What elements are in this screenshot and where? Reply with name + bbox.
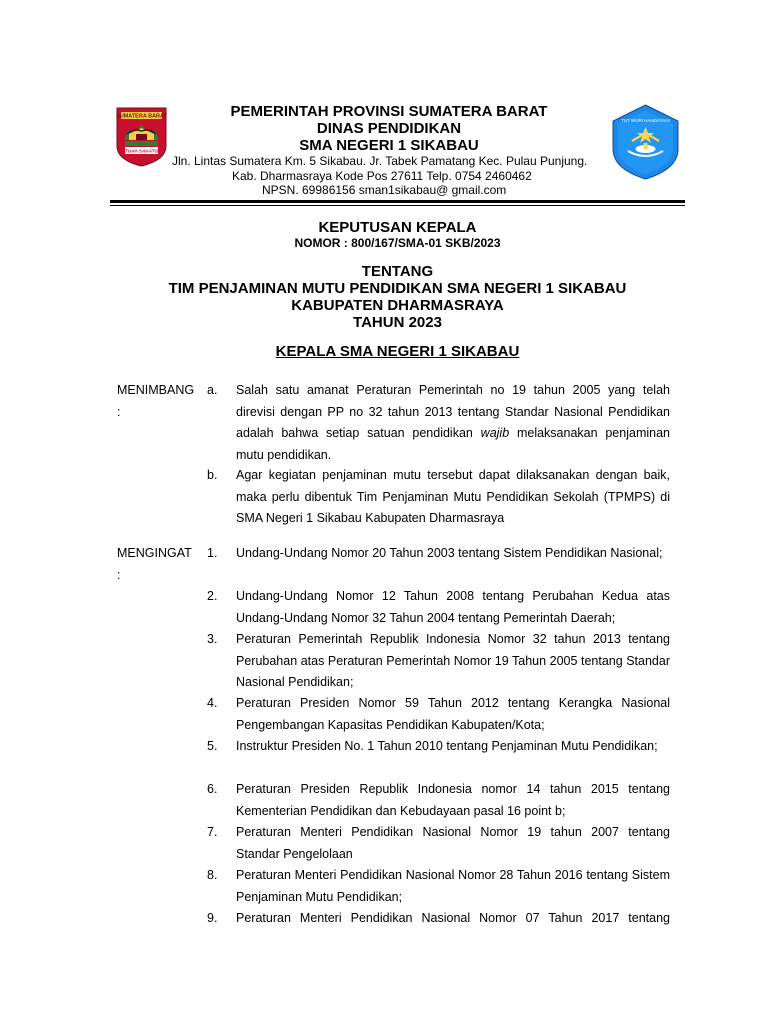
- list-marker: 2.: [207, 589, 218, 603]
- tut-wuri-handayani-logo: [610, 103, 681, 181]
- list-marker: 8.: [207, 868, 218, 882]
- menimbang-label: MENIMBANG :: [117, 383, 195, 419]
- list-item-text: Salah satu amanat Peraturan Pemerintah no 19 tahun 2005 yang telah direvisi dengan PP no 32 tahun 2013 tentang Standar Nasional Pendidikan adalah bahwa setiap satuan pendidikan wajib melaksanakan penjaminan mutu pendidikan.: [236, 383, 670, 462]
- mengingat-label: MENGINGAT :: [117, 546, 192, 582]
- letterhead-npsn-email: NPSN. 69986156 sman1sikabau@ gmail.com: [262, 183, 507, 197]
- letterhead-divider-thick: [110, 200, 685, 203]
- list-item-text: Peraturan Menteri Pendidikan Nasional Nomor 19 tahun 2007 tentang Standar Pengelolaan: [236, 825, 670, 861]
- logo-banner-text: TUAH SAKATO: [124, 148, 159, 154]
- logo-motto-text: TUT WURI HANDAYANI: [621, 118, 670, 123]
- decree-title: KEPUTUSAN KEPALA: [318, 219, 477, 236]
- list-marker: a.: [207, 383, 218, 397]
- letterhead-address: Jln. Lintas Sumatera Km. 5 Sikabau. Jr. Tabek Pamatang Kec. Pulau Punjung.: [172, 154, 588, 168]
- list-marker: 3.: [207, 632, 218, 646]
- list-item-text: Undang-Undang Nomor 20 Tahun 2003 tentang Sistem Pendidikan Nasional;: [236, 546, 663, 560]
- list-marker: b.: [207, 468, 218, 482]
- list-marker: 5.: [207, 739, 218, 753]
- decree-issuer: KEPALA SMA NEGERI 1 SIKABAU: [275, 343, 520, 360]
- logo-top-text: SUMATERA BARAT: [116, 113, 167, 120]
- list-item-text: Undang-Undang Nomor 12 Tahun 2008 tentang Perubahan Kedua atas Undang-Undang Nomor 32 Tahun 2004 tentang Pemerintah Daerah;: [236, 589, 670, 625]
- subject-line-2: KABUPATEN DHARMASRAYA: [291, 297, 504, 314]
- sumatera-barat-logo: [115, 106, 168, 168]
- subject-tentang: TENTANG: [361, 263, 434, 280]
- decree-number: NOMOR : 800/167/SMA-01 SKB/2023: [294, 236, 501, 250]
- list-item-text: Peraturan Presiden Republik Indonesia nomor 14 tahun 2015 tentang Kementerian Pendidikan dan Kebudayaan pasal 16 point b;: [236, 782, 670, 818]
- decree-subject: [110, 263, 685, 331]
- list-item-text: Peraturan Presiden Nomor 59 Tahun 2012 tentang Kerangka Nasional Pengembangan Kapasitas Pendidikan Kabupaten/Kota;: [236, 696, 670, 732]
- list-item-text: Agar kegiatan penjaminan mutu tersebut dapat dilaksanakan dengan baik, maka perlu dibentuk Tim Penjaminan Mutu Pendidikan Sekolah (TPMPS) di SMA Negeri 1 Sikabau Kabupaten Dharmasraya: [236, 468, 670, 525]
- subject-line-3: TAHUN 2023: [353, 314, 442, 331]
- letterhead-postal-phone: Kab. Dharmasraya Kode Pos 27611 Telp. 0754 2460462: [232, 169, 532, 183]
- subject-line-1: TIM PENJAMINAN MUTU PENDIDIKAN SMA NEGERI 1 SIKABAU: [168, 280, 627, 297]
- list-item-text: Peraturan Menteri Pendidikan Nasional Nomor 07 Tahun 2017 tentang: [236, 911, 670, 925]
- letterhead-province: PEMERINTAH PROVINSI SUMATERA BARAT: [230, 103, 548, 120]
- list-marker: 4.: [207, 696, 218, 710]
- list-item-text: Peraturan Menteri Pendidikan Nasional Nomor 28 Tahun 2016 tentang Sistem Penjaminan Mutu Pendidikan;: [236, 868, 670, 904]
- letterhead-divider-thin: [110, 205, 685, 206]
- letterhead-office: DINAS PENDIDIKAN: [316, 120, 462, 137]
- italic-word: wajib: [480, 426, 510, 440]
- list-marker: 1.: [207, 546, 218, 560]
- list-marker: 6.: [207, 782, 218, 796]
- list-item-text: Peraturan Pemerintah Republik Indonesia Nomor 32 tahun 2013 tentang Perubahan atas Peraturan Pemerintah Nomor 19 Tahun 2005 tentang Standar Nasional Pendidikan;: [236, 632, 670, 689]
- list-item-text: Instruktur Presiden No. 1 Tahun 2010 tentang Penjaminan Mutu Pendidikan;: [236, 739, 658, 753]
- letterhead: [168, 103, 610, 154]
- list-marker: 9.: [207, 911, 218, 925]
- letterhead-school: SMA NEGERI 1 SIKABAU: [299, 137, 479, 154]
- list-marker: 7.: [207, 825, 218, 839]
